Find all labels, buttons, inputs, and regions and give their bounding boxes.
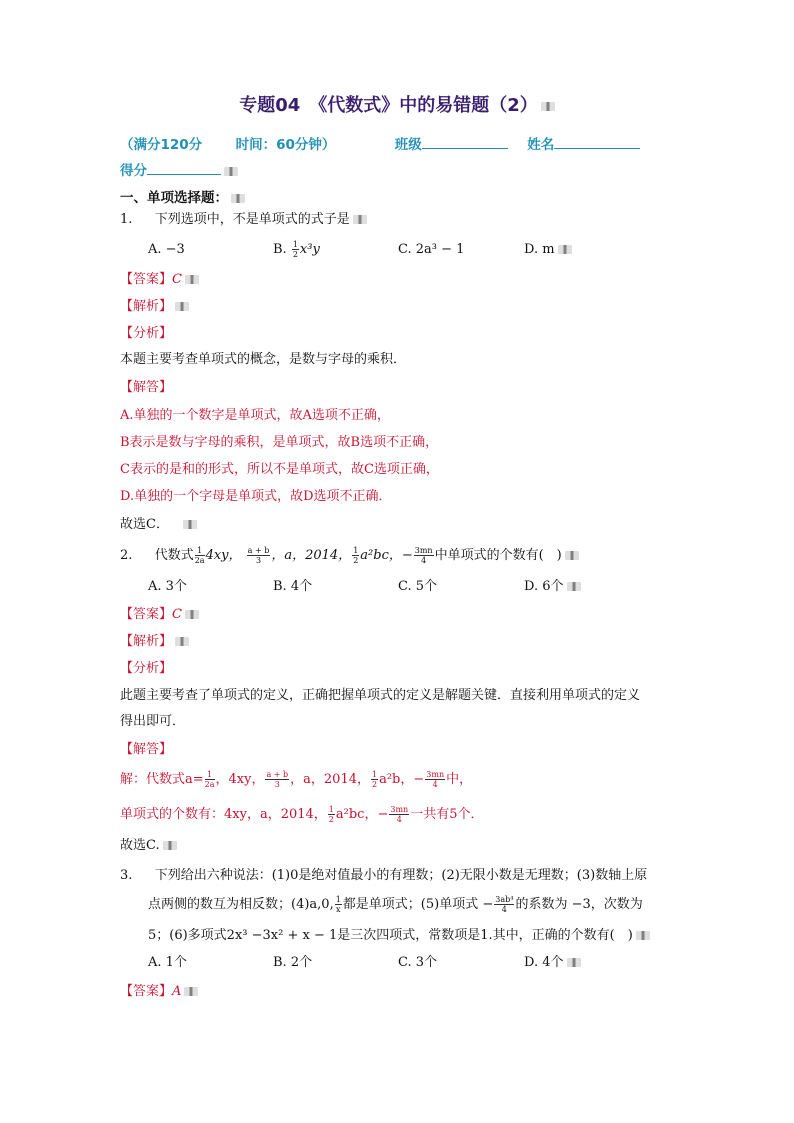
question-text: 代数式 [154,548,194,563]
numerator: 1 [353,546,359,555]
answer-label: 【答案】 [120,984,173,999]
question-text: 都是单项式；(5)单项式 − [342,897,494,912]
marker-icon [565,551,579,560]
jieda-text: A.单独的一个数字是单项式，故A选项不正确， [120,408,390,423]
q1-conclusion [120,515,197,535]
denominator: 2a [204,780,215,789]
q3-option-c [398,953,437,973]
answer-value: C [172,607,182,622]
answer-value: A [172,984,182,999]
jieda-text: ，a，2014， [290,772,370,787]
fraction [371,770,378,789]
question-3-line-1 [120,866,647,886]
math-text: ，a，2014， [271,548,352,563]
jieda-text: a²b，− [379,772,425,787]
question-number: 3. [120,868,133,883]
math-text: 4xy， [205,548,242,563]
option-text: D. 4个 [524,955,564,970]
denominator: 2 [372,780,378,789]
answer-label: 【答案】 [120,607,173,622]
question-number: 1. [120,212,133,227]
numerator: 3mn [414,546,433,555]
numerator: 3mn [390,805,409,814]
analysis-label: 【解析】 [120,299,173,314]
jieda-text: 单项式的个数有：4xy，a，2014， [120,807,327,822]
question-2-stem [120,546,579,566]
q1-option-c [398,240,464,260]
question-3-line-3 [148,926,650,946]
option-text: D. 6个 [524,579,564,594]
question-text: 的系数为 −3，次数为 [515,897,643,912]
marker-icon [353,215,367,224]
fraction [352,546,359,565]
marker-icon [558,245,572,254]
q2-jieda-line-1 [120,770,472,790]
section-heading [120,188,245,208]
denominator: 2 [353,556,359,565]
numerator: 1 [335,895,341,904]
q2-jieda-line-2 [120,805,483,825]
score-row [120,160,238,181]
denominator: 3 [274,780,280,789]
option-text: B. [273,242,287,257]
conclusion-text: 故选C. [120,838,160,853]
section-title: 一、单项选择题： [120,190,228,206]
name-label: 姓名 [527,137,555,153]
class-label: 班级 [394,137,422,153]
jieda-text: 一共有5个． [410,807,484,822]
fraction [425,770,445,789]
question-number: 2. [120,548,133,563]
marker-icon [163,841,177,850]
q3-option-a [148,953,187,973]
denominator: 2a [194,556,205,565]
marker-icon [567,582,581,591]
question-text: 下列选项中，不是单项式的式子是 [154,212,350,227]
fraction [265,770,289,789]
q2-option-b [273,577,312,597]
jieda-text: B表示是数与字母的乘积，是单项式，故B选项不正确， [120,435,439,450]
fenxi-text: 本题主要考查单项式的概念，是数与字母的乘积． [120,352,407,367]
fraction [389,805,409,824]
conclusion-text: 故选C． [120,517,169,532]
jieda-text: D.单独的一个字母是单项式，故D选项不正确． [120,489,392,504]
q2-fenxi-label [120,659,172,679]
denominator: 4 [432,780,438,789]
q3-option-d [524,953,581,973]
numerator: 1 [328,805,334,814]
marker-icon [636,931,650,940]
q2-conclusion [120,836,177,856]
q2-option-a [148,577,187,597]
q1-jieda-line [120,406,390,426]
q1-jieda-label [120,378,172,398]
denominator: 3 [255,556,262,565]
marker-icon [541,102,555,111]
q1-option-a [148,240,185,260]
q1-jieda-line [120,460,439,480]
numerator: a + b [247,546,270,555]
question-1-stem [120,210,367,230]
option-text: C. 3个 [398,955,438,970]
fraction [494,895,514,914]
answer-value: C [172,272,182,287]
answer-label: 【答案】 [120,272,173,287]
fenxi-text: 此题主要考查了单项式的定义，正确把握单项式的定义是解题关键．直接利用单项式的定义 [120,688,641,703]
page-title [0,96,794,116]
q1-analysis-label [120,297,189,317]
class-blank[interactable] [422,134,508,149]
fenxi-label: 【分析】 [120,661,173,676]
question-text: 点两侧的数互为相反数；(4)a,0, [148,897,334,912]
numerator: 1 [292,240,298,249]
denominator: 2 [292,250,298,259]
marker-icon [231,194,245,203]
option-math: x³y [299,242,320,257]
question-text: 5；(6)多项式2x³ −3x² + x − 1是三次四项式，常数项是1.其中，正确的个数有( ) [148,928,633,943]
score-label: 得分 [120,163,147,179]
fraction [414,546,434,565]
jieda-text: a²bc，− [335,807,389,822]
name-blank[interactable] [554,134,640,149]
score-blank[interactable] [147,160,221,175]
numerator: 1 [195,546,205,556]
question-text: 中单项式的个数有( ) [434,548,562,563]
marker-icon [224,167,238,176]
fraction [205,770,215,789]
full-score: （满分120分 [120,137,203,153]
q2-option-d [524,577,581,597]
fraction [195,546,205,565]
option-text: B. 4个 [273,579,313,594]
question-3-line-2 [148,895,643,915]
marker-icon [185,275,199,284]
q1-fenxi-text [120,350,406,370]
option-text: A. 3个 [148,579,187,594]
q1-jieda-line [120,433,438,453]
time-limit: 时间：60分钟） [235,137,336,153]
numerator: 3mn [426,770,445,779]
fenxi-text: 得出即可． [120,714,186,729]
marker-icon [175,302,189,311]
q1-option-b [273,240,320,260]
q3-option-b [273,953,312,973]
numerator: 3ab⁴ [495,895,514,904]
marker-icon [175,637,189,646]
numerator: 1 [372,770,378,779]
marker-icon [183,520,197,529]
denominator: 4 [396,815,402,824]
option-text: D. m [524,242,555,257]
q2-answer [120,605,199,625]
q1-jieda-line [120,487,392,507]
q2-analysis-label [120,632,189,652]
question-text: 下列给出六种说法：(1)0是绝对值最小的有理数；(2)无限小数是无理数；(3)数轴上原 [154,868,648,883]
jieda-text: C表示的是和的形式，所以不是单项式，故C选项正确， [120,462,439,477]
q2-fenxi-text [120,712,185,732]
q2-jieda-label [120,740,172,760]
title-text: 专题04 《代数式》中的易错题（2） [239,95,538,116]
exam-info-row [120,134,640,155]
marker-icon [185,610,199,619]
numerator: a + b [266,770,289,779]
jieda-label: 【解答】 [120,742,173,757]
analysis-label: 【解析】 [120,634,173,649]
jieda-text: ，4xy， [215,772,265,787]
fraction [247,546,271,565]
denominator: 2 [328,815,334,824]
denominator: x [335,905,341,914]
q2-fenxi-text [120,686,640,706]
q1-option-d [524,240,572,260]
fraction [335,895,342,914]
denominator: 4 [501,905,507,914]
marker-icon [567,958,581,967]
denominator: 4 [421,556,427,565]
numerator: 1 [205,770,215,780]
option-text: C. 2a³ − 1 [398,242,465,257]
q3-answer [120,982,198,1002]
option-text: A. −3 [148,242,185,257]
option-text: A. 1个 [148,955,187,970]
jieda-text: 中， [446,772,473,787]
q1-answer [120,270,199,290]
marker-icon [184,987,198,996]
fraction [292,240,299,259]
fraction [328,805,335,824]
math-text: a²bc，− [360,548,413,563]
option-text: C. 5个 [398,579,438,594]
q2-option-c [398,577,437,597]
option-text: B. 2个 [273,955,313,970]
fenxi-label: 【分析】 [120,326,173,341]
jieda-label: 【解答】 [120,380,173,395]
q1-fenxi-label [120,324,172,344]
jieda-text: 解：代数式a= [120,772,204,787]
